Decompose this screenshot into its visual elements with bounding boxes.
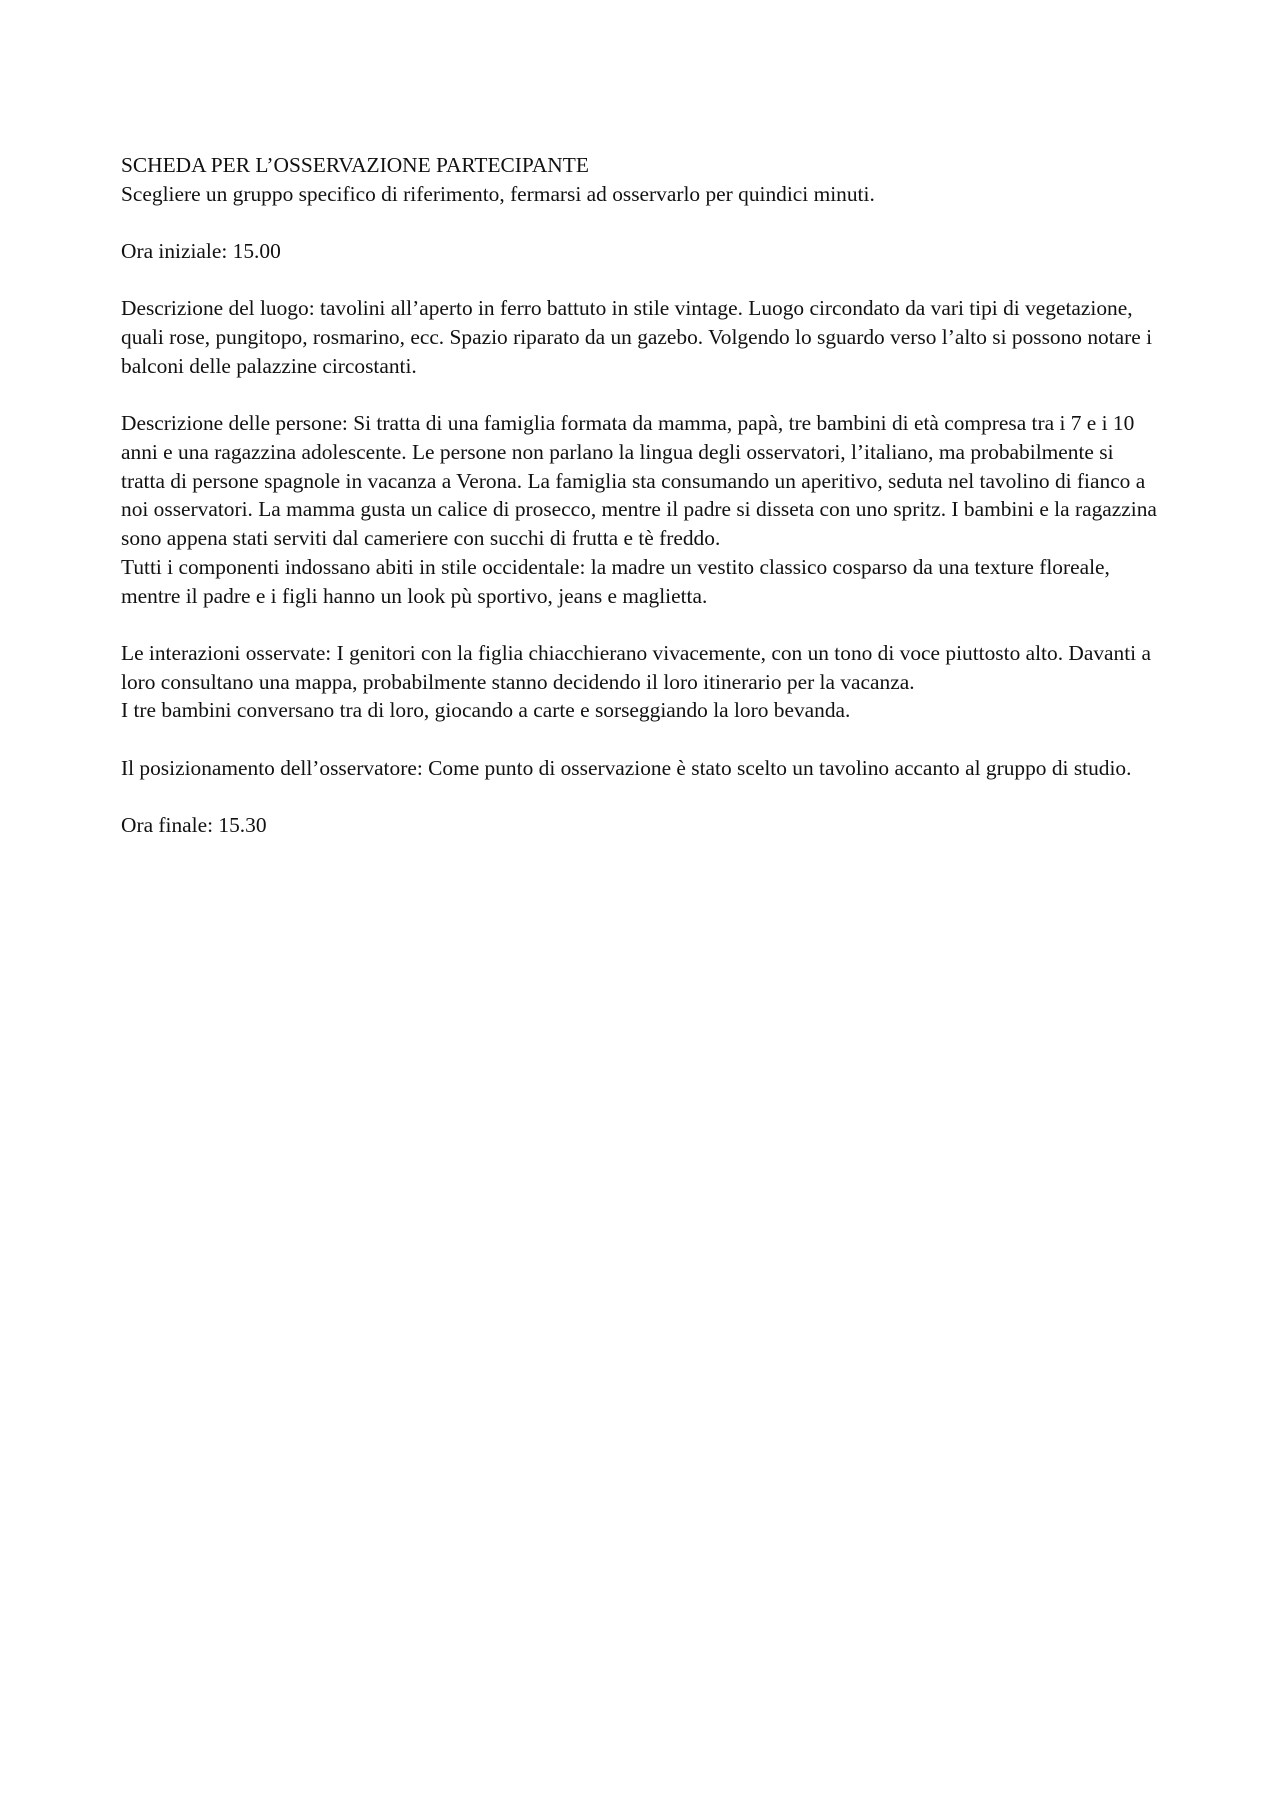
paragraph-gap [121, 610, 1161, 639]
instruction-text: Scegliere un gruppo specifico di riferimento, fermarsi ad osservarlo per quindici minuti. [121, 181, 875, 206]
people-clothing: Tutti i componenti indossano abiti in stile occidentale: la madre un vestito classico cosparso da una texture floreale, mentre il padre e i figli hanno un look pù sportivo, jeans e maglietta. [121, 554, 1110, 608]
paragraph-gap [121, 381, 1161, 410]
document-title: SCHEDA PER L’OSSERVAZIONE PARTECIPANTE [121, 153, 589, 177]
paragraph-gap [121, 782, 1161, 811]
paragraph-gap [121, 266, 1161, 295]
observer-position: Il posizionamento dell’osservatore: Come punto di osservazione è stato scelto un tavolino accanto al gruppo di studio. [121, 755, 1132, 780]
interactions-children: I tre bambini conversano tra di loro, giocando a carte e sorseggiando la loro bevanda. [121, 698, 851, 723]
start-time: Ora iniziale: 15.00 [121, 239, 281, 264]
end-time: Ora finale: 15.30 [121, 813, 267, 838]
people-description: Descrizione delle persone: Si tratta di una famiglia formata da mamma, papà, tre bambini di età compresa tra i 7 e i 10 anni e una ragazzina adolescente. Le persone non parlano la lingua degli osservatori, l’italiano, ma probabilmente si tratta di persone spagnole in vacanza a Verona. La famiglia sta consumando un aperitivo, seduta nel tavolino di fianco a noi osservatori. La mamma gusta un calice di prosecco, mentre il padre si disseta con uno spritz. I bambini e la ragazzina sono appena stati serviti dal cameriere con succhi di frutta e tè freddo. [121, 411, 1157, 551]
interactions-description: Le interazioni osservate: I genitori con la figlia chiacchierano vivacemente, con un tono di voce piuttosto alto. Davanti a loro consultano una mappa, probabilmente stanno decidendo il loro itinerario per la vacanza. [121, 640, 1151, 694]
paragraph-gap [121, 725, 1161, 754]
place-description: Descrizione del luogo: tavolini all’aperto in ferro battuto in stile vintage. Luogo circondato da vari tipi di vegetazione, quali rose, pungitopo, rosmarino, ecc. Spazio riparato da un gazebo. Volgendo lo sguardo verso l’alto si possono notare i balconi delle palazzine circostanti. [121, 296, 1153, 378]
paragraph-gap [121, 208, 1161, 237]
document-body [121, 151, 1161, 840]
